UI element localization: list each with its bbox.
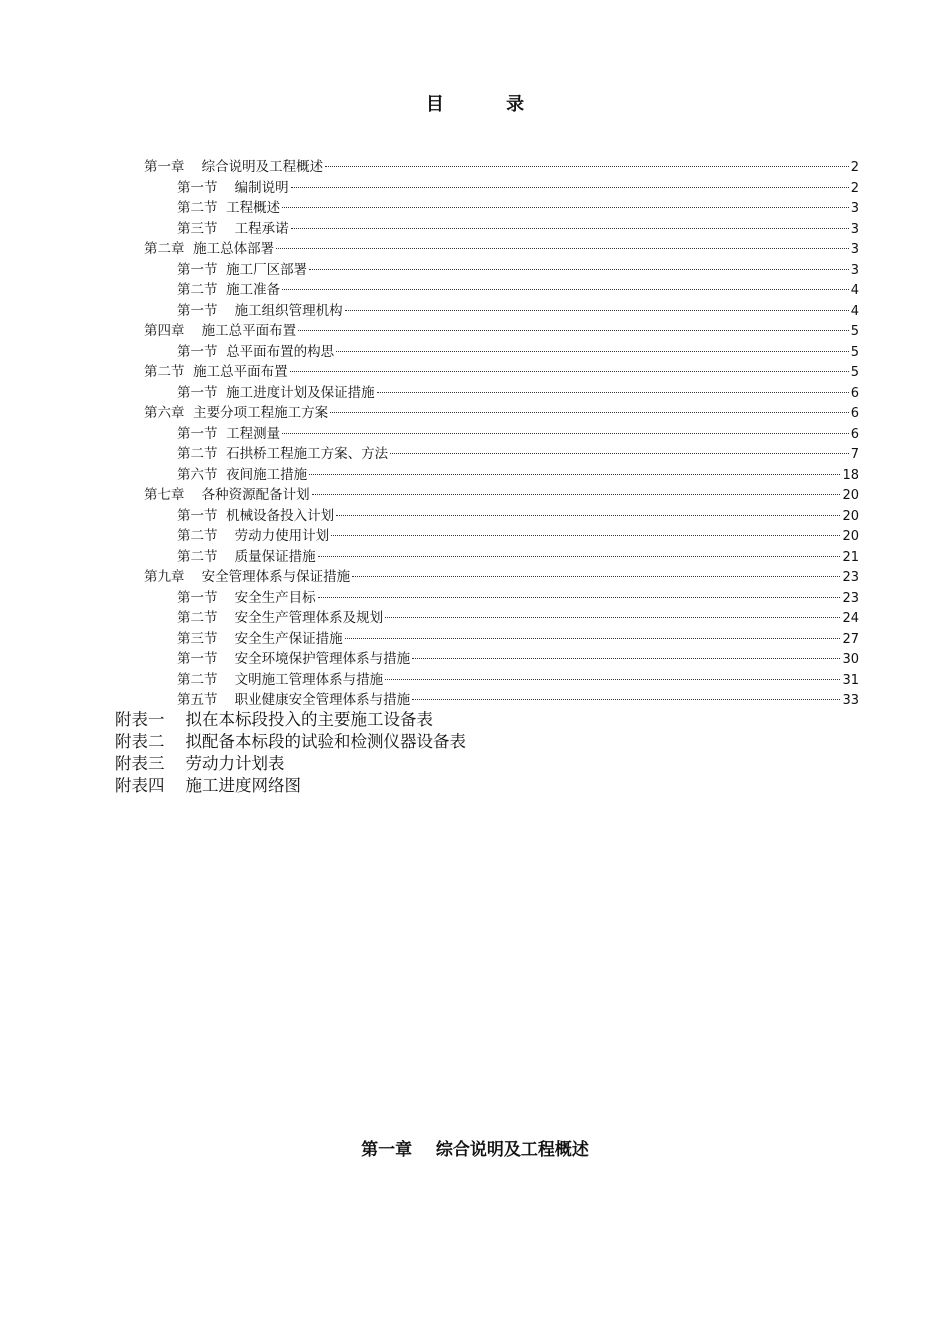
dot-leader (282, 433, 849, 434)
toc-entry-page-number: 33 (842, 693, 859, 708)
dot-leader (352, 576, 840, 577)
toc-entry-label: 第二节 工程概述 (177, 200, 281, 216)
toc-entry[interactable] (144, 362, 859, 383)
toc-entry[interactable] (177, 588, 859, 609)
dot-leader (282, 289, 849, 290)
toc-entry-label: 第一节 编制说明 (177, 179, 289, 196)
toc-entry-page-number: 6 (850, 426, 859, 442)
dot-leader (330, 412, 849, 413)
toc-entry[interactable] (177, 383, 859, 404)
toc-entry-label: 第三节 工程承诺 (177, 220, 289, 237)
toc-entry-page-number: 31 (842, 672, 859, 688)
toc-entry-label: 第一节 施工厂区部署 (177, 261, 308, 278)
chapter-heading: 第一章 综合说明及工程概述 (361, 1140, 589, 1160)
toc-entry[interactable] (177, 608, 859, 629)
dot-leader (385, 679, 840, 680)
toc-entry-label: 第一节 施工进度计划及保证措施 (177, 384, 375, 401)
toc-entry-label: 第三节 安全生产保证措施 (177, 630, 343, 647)
dot-leader (345, 310, 849, 311)
toc-entry-page-number: 3 (850, 201, 859, 216)
toc-entry-label: 第二节 劳动力使用计划 (177, 528, 330, 544)
dot-leader (291, 187, 849, 188)
appendix-item: 附表一 拟在本标段投入的主要施工设备表 (115, 710, 433, 729)
toc-entry-page-number: 5 (850, 324, 859, 339)
toc-title: 目 录 (425, 94, 553, 115)
toc-entry-page-number: 20 (842, 508, 859, 524)
appendix-item: 附表二 拟配备本标段的试验和检测仪器设备表 (115, 732, 466, 751)
toc-entry[interactable] (177, 424, 859, 445)
toc-entry-label: 第二章 施工总体部署 (144, 241, 275, 257)
toc-entry[interactable] (177, 178, 859, 199)
dot-leader (318, 597, 841, 598)
toc-entry-label: 第五节 职业健康安全管理体系与措施 (177, 692, 411, 708)
dot-leader (336, 515, 840, 516)
toc-entry[interactable] (177, 342, 859, 363)
dot-leader (276, 248, 849, 249)
toc-entry-label: 第一节 机械设备投入计划 (177, 507, 335, 524)
dot-leader (309, 474, 840, 475)
toc-entry-page-number: 23 (842, 570, 859, 585)
toc-entry[interactable] (177, 444, 859, 465)
toc-entry[interactable] (177, 219, 859, 240)
dot-leader (325, 166, 849, 167)
toc-entry-label: 第二节 安全生产管理体系及规划 (177, 610, 384, 626)
dot-leader (385, 617, 840, 618)
toc-entry-label: 第二节 石拱桥工程施工方案、方法 (177, 446, 389, 462)
toc-entry-label: 第九章 安全管理体系与保证措施 (144, 569, 351, 585)
dot-leader (309, 269, 849, 270)
toc-entry-page-number: 23 (842, 590, 859, 606)
toc-entry-page-number: 3 (850, 242, 859, 257)
dot-leader (318, 556, 841, 557)
appendix-item: 附表四 施工进度网络图 (115, 776, 301, 795)
toc-entry-page-number: 6 (850, 406, 859, 421)
toc-entry-label: 第一节 工程测量 (177, 425, 281, 442)
toc-entry[interactable] (177, 649, 859, 670)
dot-leader (345, 638, 841, 639)
toc-entry-page-number: 21 (842, 549, 859, 565)
toc-entry-page-number: 4 (850, 283, 859, 298)
toc-entry-page-number: 3 (850, 221, 859, 237)
appendix-item: 附表三 劳动力计划表 (115, 754, 285, 773)
toc-entry-page-number: 6 (850, 385, 859, 401)
toc-entry-page-number: 2 (850, 160, 859, 175)
toc-entry-label: 第二节 质量保证措施 (177, 548, 316, 565)
dot-leader (331, 535, 840, 536)
toc-entry[interactable] (177, 629, 859, 650)
toc-entry-label: 第二节 文明施工管理体系与措施 (177, 671, 384, 688)
toc-entry-label: 第一节 施工组织管理机构 (177, 302, 343, 319)
toc-entry-page-number: 27 (842, 631, 859, 647)
dot-leader (290, 371, 849, 372)
toc-entry[interactable] (177, 198, 859, 219)
toc-entry-page-number: 2 (850, 180, 859, 196)
toc-entry-label: 第一章 综合说明及工程概述 (144, 159, 324, 175)
toc-entry[interactable] (177, 670, 859, 691)
dot-leader (377, 392, 849, 393)
toc-entry-label: 第二节 施工总平面布置 (144, 364, 288, 380)
dot-leader (312, 494, 841, 495)
toc-entry-page-number: 20 (842, 488, 859, 503)
toc-entry-page-number: 5 (850, 344, 859, 360)
toc-entry-page-number: 30 (842, 652, 859, 667)
toc-entry-page-number: 7 (850, 447, 859, 462)
dot-leader (282, 207, 849, 208)
dot-leader (390, 453, 849, 454)
toc-entry-label: 第六章 主要分项工程施工方案 (144, 405, 329, 421)
toc-entry-page-number: 3 (850, 262, 859, 278)
toc-entry-label: 第六节 夜间施工措施 (177, 466, 308, 483)
toc-entry-label: 第一节 安全生产目标 (177, 589, 316, 606)
toc-entry[interactable] (144, 157, 859, 178)
toc-entry[interactable] (144, 403, 859, 424)
toc-entry-label: 第七章 各种资源配备计划 (144, 487, 310, 503)
toc-entry[interactable] (144, 321, 859, 342)
toc-entry[interactable] (177, 547, 859, 568)
toc-entry[interactable] (177, 465, 859, 486)
toc-entry-label: 第二节 施工准备 (177, 282, 281, 298)
toc-entry-label: 第一节 安全环境保护管理体系与措施 (177, 651, 411, 667)
toc-entry-label: 第四章 施工总平面布置 (144, 323, 297, 339)
toc-entry[interactable] (177, 260, 859, 281)
toc-entry-page-number: 4 (850, 303, 859, 319)
toc-entry[interactable] (177, 506, 859, 527)
dot-leader (412, 699, 840, 700)
dot-leader (291, 228, 849, 229)
toc-entry-page-number: 18 (842, 467, 859, 483)
toc-entry[interactable] (144, 485, 859, 506)
toc-entry[interactable] (177, 526, 859, 547)
toc-entry[interactable] (144, 567, 859, 588)
dot-leader (336, 351, 849, 352)
toc-entry-page-number: 24 (842, 611, 859, 626)
toc-entry[interactable] (177, 301, 859, 322)
toc-entry[interactable] (177, 280, 859, 301)
toc-entry-page-number: 20 (842, 529, 859, 544)
dot-leader (298, 330, 849, 331)
toc-entry-label: 第一节 总平面布置的构思 (177, 343, 335, 360)
toc-entry[interactable] (177, 690, 859, 711)
toc-entry-page-number: 5 (850, 365, 859, 380)
dot-leader (412, 658, 840, 659)
toc-entry[interactable] (144, 239, 859, 260)
